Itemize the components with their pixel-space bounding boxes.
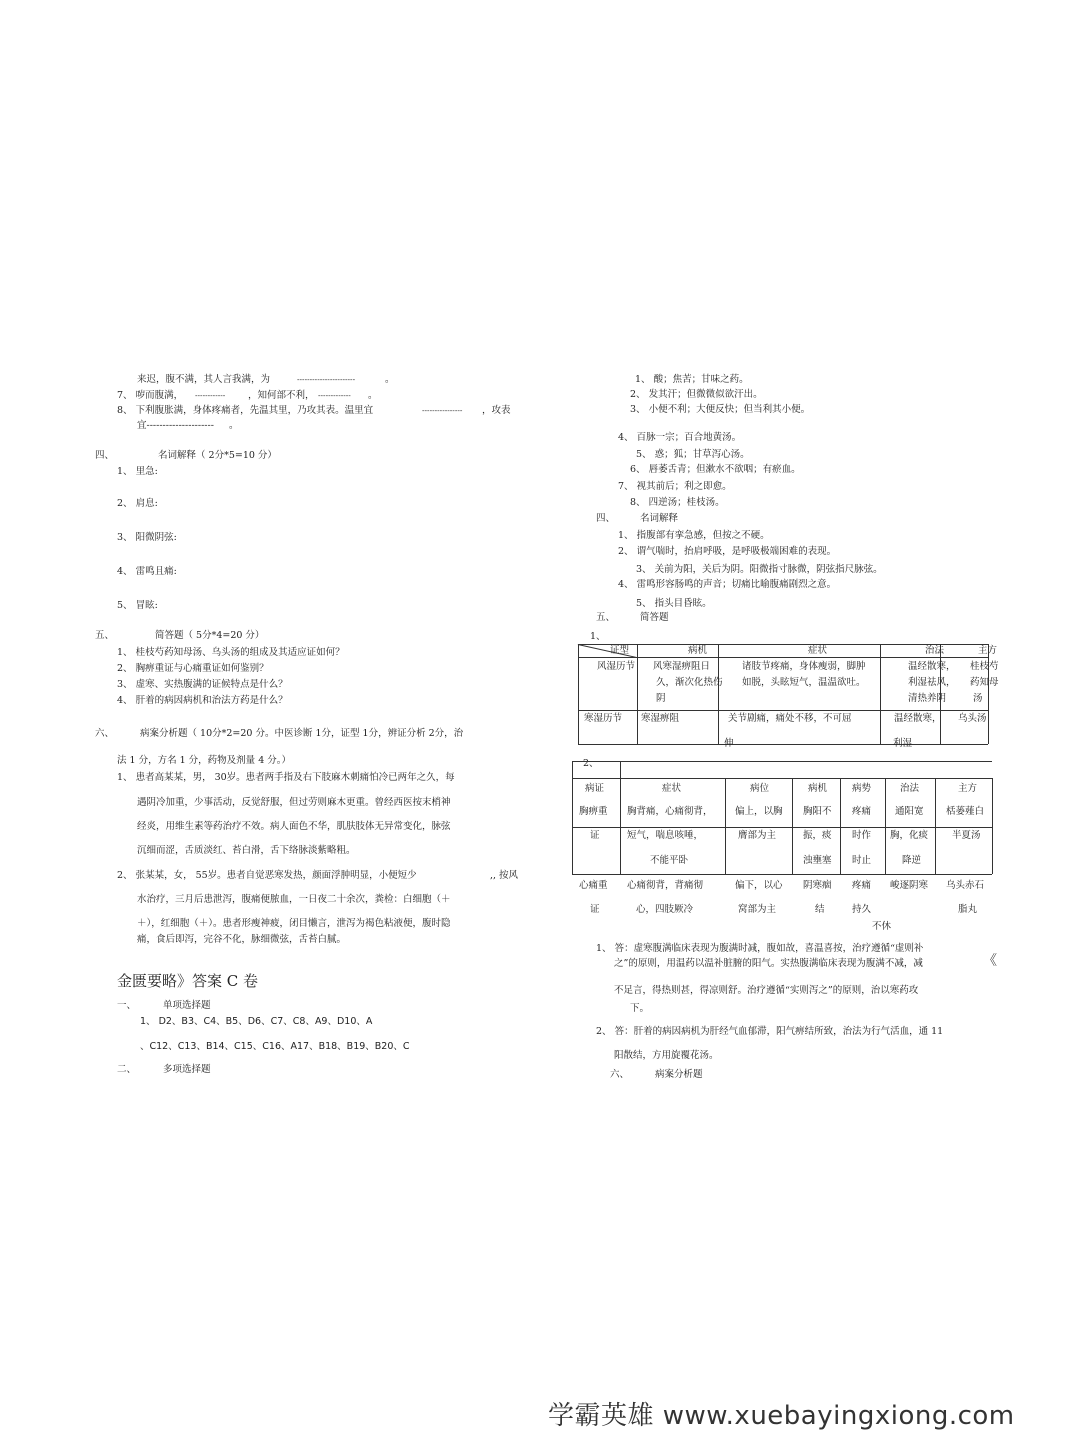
blank: ---------------- (422, 407, 463, 415)
table-cell: 伸 (724, 738, 734, 749)
answer-line: 3、 关前为阳，关后为阴。阳微指寸脉微，阴弦指尺脉弦。 (636, 564, 883, 575)
table-header: 治法 (925, 645, 945, 656)
section-title: 病案分析题 (655, 1069, 703, 1080)
answer-line: 8、 四逆汤；桂枝汤。 (630, 497, 725, 508)
blank: ------------- (318, 392, 351, 400)
table-cell: 如脱，头眩短气，温温欲吐。 (742, 677, 866, 688)
question: 4、 雷鸣且痛: (117, 566, 177, 577)
table-cell: 心，四肢厥冷 (636, 904, 694, 915)
text-line: 8、 下利腹胀满，身体疼痛者，先温其里，乃攻其表。温里宜 (117, 405, 374, 416)
table-header: 病机 (688, 645, 708, 656)
table-cell: 偏下，以心 (735, 880, 783, 891)
case-line: 遇阴冷加重，少事活动，反觉舒服，但过劳则麻木更重。曾经西医按末梢神 (137, 797, 451, 808)
table-header: 症状 (808, 645, 828, 656)
table-cell: 温经散寒， (908, 661, 956, 672)
table-cell: 久，渐次化热伤 (656, 677, 723, 688)
section-number: 五、 (596, 612, 616, 623)
answer-line: 1、 酸；焦苦；甘味之药。 (635, 374, 749, 385)
table-cell: 诸肢节疼痛，身体瘦弱，脚肿 (742, 661, 866, 672)
text-line: 宜--------------------- (137, 420, 214, 431)
table-cell: 栝蒌薤白 (946, 806, 985, 817)
table-cell: 寒湿痹阻 (641, 713, 680, 724)
table-cell: 短气，喘息咳唾， (627, 830, 704, 841)
section-number: 四、 (95, 450, 115, 461)
table-cell: 关节剧痛，痛处不移，不可屈 (728, 713, 852, 724)
table-cell: 证 (590, 830, 600, 841)
blank: ----------------------- (297, 376, 356, 384)
table-cell: 结 (815, 904, 825, 915)
table-cell: 峻逐阴寒 (890, 880, 929, 891)
question: 2、 肩息: (117, 498, 158, 509)
answer-line: 1、 指腹部有挛急感，但按之不硬。 (618, 530, 770, 541)
table-cell: 时作 (852, 830, 872, 841)
section-title-cont: 法 1 分，方名 1 分，药物及剂量 4 分。） (117, 755, 292, 766)
answer-line: 4、 雷鸣形容肠鸣的声音；切痛比喻腹痛剧烈之意。 (618, 579, 837, 590)
table-cell: 药知母 (970, 677, 999, 688)
answer-line: 1、 答：虚寒腹满临床表现为腹满时减，腹如故，喜温喜按，治疗遵循“虚则补 (596, 943, 924, 954)
question: 1、 里急: (117, 466, 158, 477)
table-cell: 胸痹重 (579, 806, 608, 817)
question: 1、 桂枝芍药知母汤、乌头汤的组成及其适应证如何？ (117, 647, 345, 658)
table-cell: 温经散寒， (894, 713, 942, 724)
answer-line: 5、 惑；狐；甘草泻心汤。 (636, 449, 750, 460)
table-cell: 疼痛 (852, 880, 872, 891)
table-cell: 风湿历节 (597, 661, 636, 672)
answer-line: 不足言，得热则甚，得凉则舒。治疗遵循“实则泻之”的原则，治以寒药攻 (614, 985, 919, 996)
section-number: 二、 (117, 1064, 137, 1075)
case-line: 2、 张某某，女， 55岁。患者自觉恶寒发热，颜面浮肿明显，小便短少 (117, 870, 417, 881)
table-cell: 降逆 (902, 855, 922, 866)
section-title: 多项选择题 (163, 1064, 211, 1075)
table-cell: 偏上，以胸 (735, 806, 783, 817)
table-header: 病位 (750, 783, 770, 794)
section-title: 名词解释 (640, 513, 679, 524)
section-title: 单项选择题 (163, 1000, 211, 1011)
case-line: ＋），红细胞（＋）。患者形瘦神疲，闭目懒言，泄泻为褐色粘液便，腹时隐 (137, 918, 451, 929)
table-cell: 乌头汤 (958, 713, 987, 724)
section-number: 五、 (95, 630, 115, 641)
table-cell: 膺部为主 (738, 830, 777, 841)
case-line: 沉细而涩，舌质淡红、苔白滑，舌下络脉淡紫略粗。 (137, 845, 356, 856)
case-line: 痛，食后即泻，完谷不化，脉细微弦，舌苔白腻。 (137, 934, 347, 945)
table-header: 病机 (808, 783, 828, 794)
table-header: 治法 (900, 783, 920, 794)
section-title: 简答题 (640, 612, 669, 623)
text-line: ，攻表 (482, 405, 511, 416)
table-cell: 胸，化痰 (890, 830, 929, 841)
text-line: 。 (385, 374, 395, 385)
table-cell: 阴 (656, 693, 666, 704)
table-cell: 利湿祛风， (908, 677, 956, 688)
table-cell: 胸阳不 (803, 806, 832, 817)
case-line: 水治疗，三月后患泄泻，腹痛便脓血，一日夜二十余次，粪检：白细胞（＋ (137, 894, 451, 905)
table-cell: 持久 (852, 904, 872, 915)
table-cell: 浊壅塞 (803, 855, 832, 866)
table-header: 病证 (585, 783, 605, 794)
table-cell: 通阳宽 (895, 806, 924, 817)
table-cell: 心痛重 (579, 880, 608, 891)
answer-line: 阳散结，方用旋覆花汤。 (614, 1050, 719, 1061)
table-cell: 汤 (973, 693, 983, 704)
table-cell: 阴寒痼 (803, 880, 832, 891)
table-header: 病势 (852, 783, 872, 794)
answer-line: 1、 D2、B3、C4、B5、D6、C7、C8、A9、D10、A (140, 1016, 373, 1027)
section-number: 一、 (117, 1000, 137, 1011)
section-title: 名词解释（ 2分*5=10 分） (158, 450, 277, 461)
answer-line: 下。 (630, 1003, 650, 1014)
table-cell: 乌头赤石 (946, 880, 985, 891)
table-header: 证型 (610, 645, 630, 656)
answer-line: 2、 答：肝着的病因病机为肝经气血郁滞，阳气痹结所致，治法为行气活血，通 11 (596, 1026, 944, 1037)
text-line: ，知何部不利， (248, 390, 315, 401)
table-cell: 桂枝芍 (970, 661, 999, 672)
answer-line: 之”的原则，用温药以温补脏腑的阳气。实热腹满临床表现为腹满不减，减 (614, 958, 923, 969)
table-cell: 脂丸 (958, 904, 978, 915)
case-line: 经炎，用维生素等药治疗不效。病人面色不华，肌肤肢体无异常变化，脉弦 (137, 821, 451, 832)
blank: ------------ (195, 392, 226, 400)
table-cell: 风寒湿痹阻日 (653, 661, 711, 672)
section-number: 六、 (610, 1069, 630, 1080)
table-cell: 窝部为主 (738, 904, 777, 915)
table-cell: 胸背痛，心痛彻背， (627, 806, 713, 817)
text-line: 。 (229, 420, 239, 431)
question: 3、 阳微阴弦: (117, 532, 177, 543)
answer-line: 4、 百脉一宗；百合地黄汤。 (618, 432, 742, 443)
answer-line: 7、 视其前后；利之即愈。 (618, 481, 732, 492)
section-title: 简答题（ 5分*4=20 分） (155, 630, 265, 641)
answer-line: 2、 发其汗；但微微似欲汗出。 (630, 389, 763, 400)
table-cell: 寒湿历节 (584, 713, 623, 724)
table-cell: 清热养阴 (908, 693, 947, 704)
watermark: 学霸英雄 www.xuebayingxiong.com (548, 1401, 1015, 1431)
table-header: 主方 (978, 645, 998, 656)
table-cell: 不能平卧 (650, 855, 689, 866)
text-line: 来迟，腹不满，其人言我满，为 (137, 374, 271, 385)
table-cell: 时止 (852, 855, 872, 866)
answer-line: 2、 谓气喘时，抬肩呼吸，是呼吸极端困难的表现。 (618, 546, 837, 557)
mark: 《 (983, 953, 997, 969)
case-line: ,, 按风 (490, 870, 519, 881)
question: 3、 虚寒、实热腹满的证候特点是什么？ (117, 679, 288, 690)
question: 4、 肝着的病因病机和治法方药是什么？ (117, 695, 288, 706)
table-cell: 振，痰 (803, 830, 832, 841)
question: 2、 胸痹重证与心痛重证如何鉴别？ (117, 663, 269, 674)
question: 5、 冒眩: (117, 600, 158, 611)
text-line: 。 (368, 390, 378, 401)
section-number: 四、 (596, 513, 616, 524)
table-cell: 证 (590, 904, 600, 915)
answer-line: 5、 指头目昏眩。 (636, 598, 712, 609)
table-number: 1、 (590, 631, 606, 642)
table-header: 症状 (662, 783, 682, 794)
table-header: 主方 (958, 783, 978, 794)
table-number: 2、 (583, 758, 599, 769)
answer-line: 3、 小便不利；大便反快；但当利其小便。 (630, 404, 811, 415)
answer-line: 6、 唇萎舌青；但漱水不欲咽；有瘀血。 (630, 464, 801, 475)
table-cell: 疼痛 (852, 806, 872, 817)
section-title: 病案分析题（ 10分*2=20 分。中医诊断 1分，证型 1分，辨证分析 2分，治 (140, 728, 464, 739)
table-cell: 半夏汤 (952, 830, 981, 841)
section-number: 六、 (95, 728, 115, 739)
answer-line: 、C12、C13、B14、C15、C16、A17、B18、B19、B20、C (140, 1041, 410, 1052)
table-cell: 利湿 (893, 738, 913, 749)
answer-title: 金匮要略》答案 C 卷 (117, 972, 259, 990)
case-line: 1、 患者高某某，男， 30岁。患者两手指及右下肢麻木刺痛怕冷已两年之久，每 (117, 772, 455, 783)
table-cell: 心痛彻背，背痛彻 (627, 880, 704, 891)
table-cell: 不休 (872, 921, 892, 932)
text-line: 7、 哕而腹满， (117, 390, 184, 401)
